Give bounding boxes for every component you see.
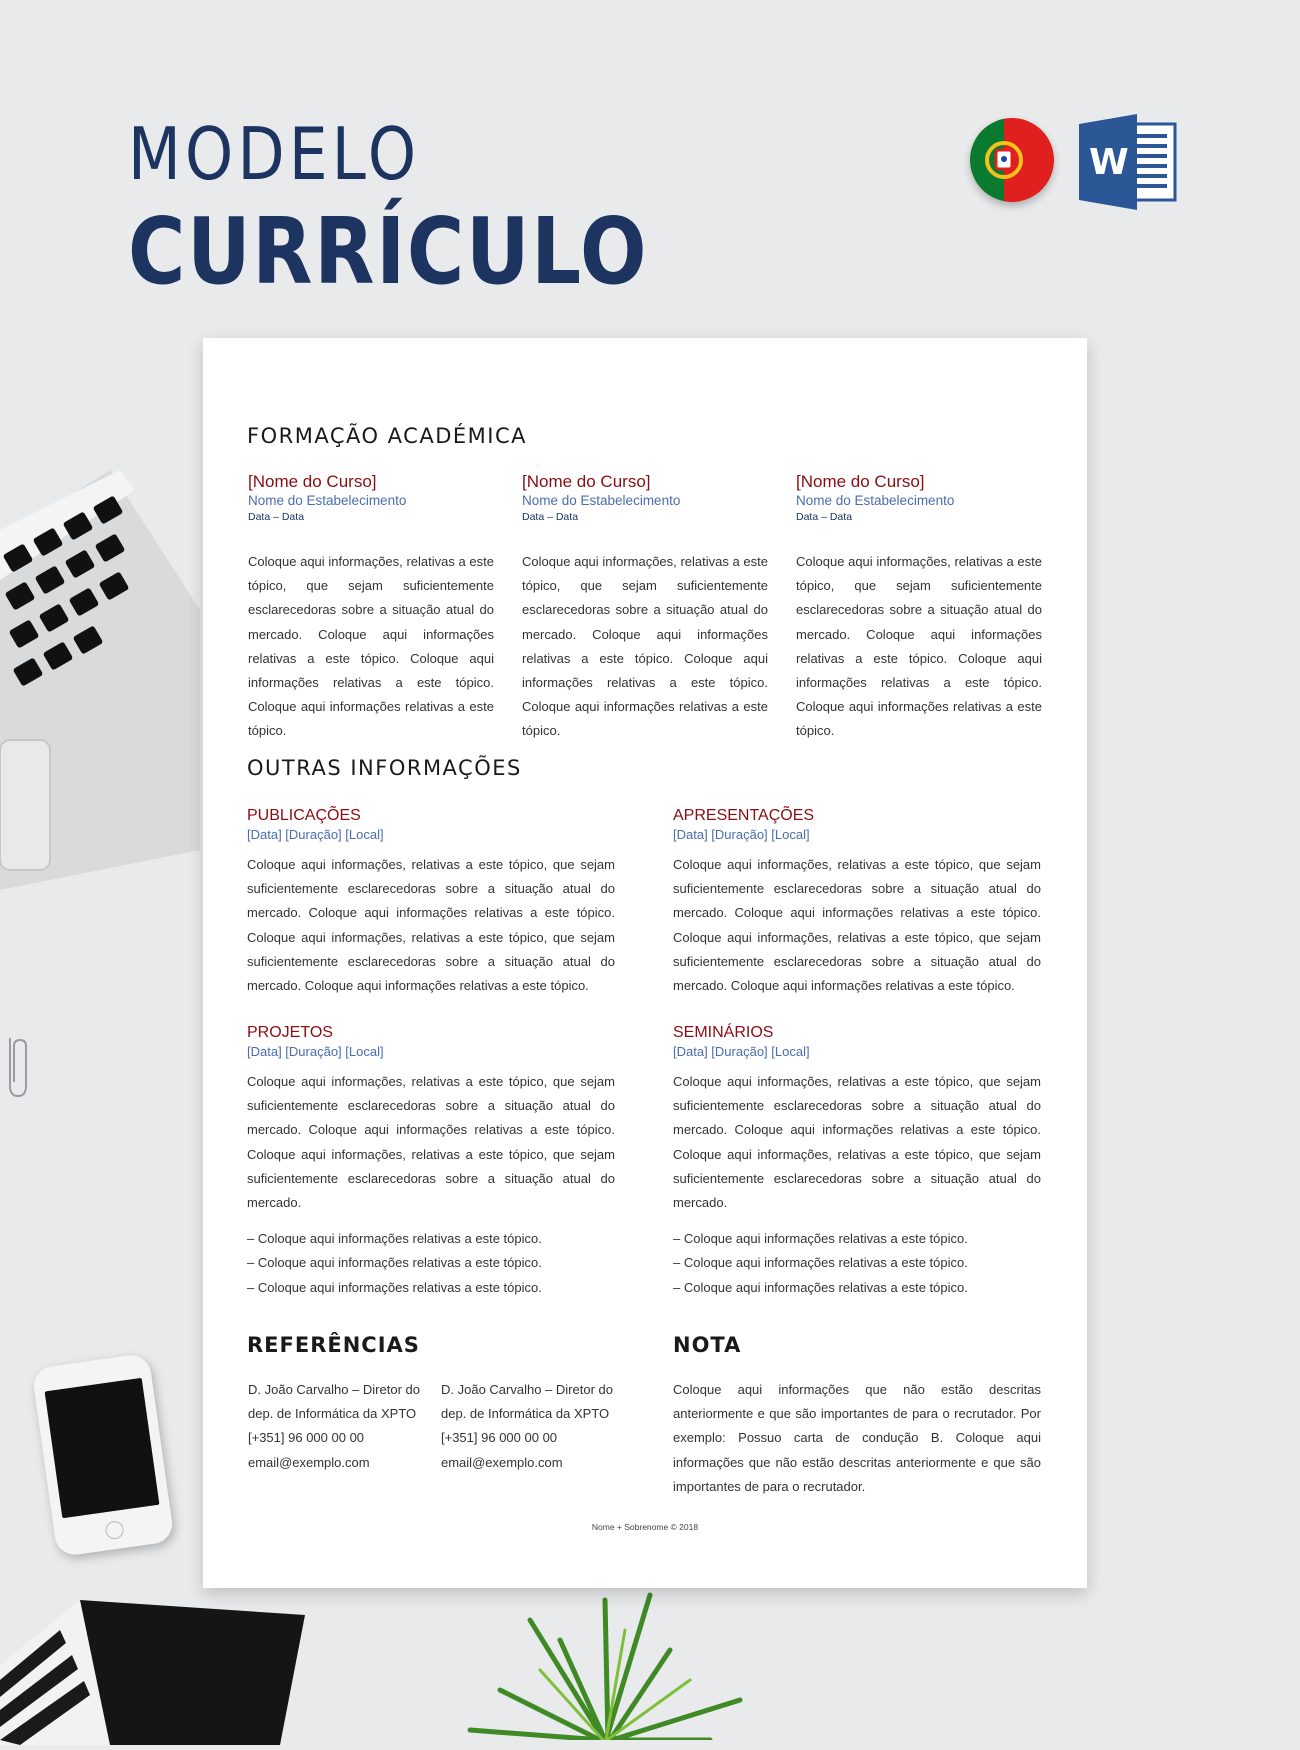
reference-phone: [+351] 96 000 00 00	[248, 1430, 365, 1446]
reference-department: dep. de Informática da XPTO	[248, 1406, 417, 1422]
resume-footer: Nome + Sobrenome © 2018	[591, 1522, 699, 1532]
projects-bullet-list	[247, 1227, 615, 1300]
reference-name: D. João Carvalho – Diretor do	[441, 1382, 613, 1397]
notebook-decoration	[0, 1585, 310, 1745]
projects-meta: [Data] [Duração] [Local]	[247, 1044, 384, 1059]
list-item: – Coloque aqui informações relativas a este tópico.	[247, 1279, 542, 1295]
publications-text: Coloque aqui informações, relativas a este tópico, que sejam suficientemente esclarecedoras sobre a situação atual do mercado. Coloque aqui informações relativas a este tópico. Coloque aqui informações, relativas a este tópico, que sejam suficientemente esclarecedoras sobre a situação atual do mercado. Coloque aqui informações relativas a este tópico.	[247, 857, 615, 994]
laptop-decoration	[0, 470, 200, 890]
plant-decoration	[440, 1580, 770, 1740]
portugal-flag-icon	[970, 118, 1054, 202]
course-name: [Nome do Curso]	[248, 472, 377, 491]
reference-phone: [+351] 96 000 00 00	[441, 1430, 558, 1446]
education-item	[522, 472, 768, 744]
publications-title: PUBLICAÇÕES	[247, 807, 361, 824]
institution-name: Nome do Estabelecimento	[522, 493, 681, 508]
list-item: – Coloque aqui informações relativas a este tópico.	[247, 1231, 542, 1247]
reference-department: dep. de Informática da XPTO	[441, 1406, 610, 1422]
presentations-text: Coloque aqui informações, relativas a este tópico, que sejam suficientemente esclarecedoras sobre a situação atual do mercado. Coloque aqui informações relativas a este tópico. Coloque aqui informações, relativas a este tópico, que sejam suficientemente esclarecedoras sobre a situação atual do mercado. Coloque aqui informações relativas a este tópico.	[673, 857, 1041, 994]
note-section-title: NOTA	[673, 1333, 742, 1357]
word-letter: W	[1089, 142, 1129, 183]
course-name: [Nome do Curso]	[796, 472, 925, 491]
list-item: – Coloque aqui informações relativas a este tópico.	[673, 1255, 968, 1271]
reference-item	[441, 1378, 621, 1475]
phone-screen	[45, 1378, 160, 1518]
seminars-block	[673, 1023, 1041, 1300]
reference-email: email@exemplo.com	[441, 1454, 563, 1470]
paperclip-decoration	[0, 1030, 34, 1100]
seminars-title: SEMINÁRIOS	[673, 1024, 774, 1041]
education-item	[796, 472, 1042, 744]
seminars-bullet-list	[673, 1227, 1041, 1300]
phone-home-button	[104, 1520, 124, 1540]
projects-block	[247, 1023, 615, 1300]
seminars-text: Coloque aqui informações, relativas a este tópico, que sejam suficientemente esclarecedoras sobre a situação atual do mercado. Coloque aqui informações relativas a este tópico. Coloque aqui informações, relativas a este tópico, que sejam suficientemente esclarecedoras sobre a situação atual do mercado.	[673, 1074, 1041, 1211]
course-description: Coloque aqui informações, relativas a este tópico, que sejam suficientemente esclarecedoras sobre a situação atual do mercado. Coloque aqui informações relativas a este tópico. Coloque aqui informações relativas a este tópico. Coloque aqui informações relativas a este tópico.	[522, 554, 768, 739]
references-section-title: REFERÊNCIAS	[247, 1333, 420, 1357]
microsoft-word-icon	[1079, 114, 1179, 210]
course-description: Coloque aqui informações, relativas a este tópico, que sejam suficientemente esclarecedoras sobre a situação atual do mercado. Coloque aqui informações relativas a este tópico. Coloque aqui informações relativas a este tópico. Coloque aqui informações relativas a este tópico.	[248, 554, 494, 739]
list-item: – Coloque aqui informações relativas a este tópico.	[247, 1255, 542, 1271]
publications-block	[247, 806, 615, 998]
list-item: – Coloque aqui informações relativas a este tópico.	[673, 1279, 968, 1295]
publications-meta: [Data] [Duração] [Local]	[247, 827, 384, 842]
presentations-block	[673, 806, 1041, 998]
course-dates: Data – Data	[522, 511, 579, 523]
reference-item	[248, 1378, 428, 1475]
reference-email: email@exemplo.com	[248, 1454, 370, 1470]
education-item	[248, 472, 494, 744]
presentations-meta: [Data] [Duração] [Local]	[673, 827, 810, 842]
projects-text: Coloque aqui informações, relativas a este tópico, que sejam suficientemente esclarecedoras sobre a situação atual do mercado. Coloque aqui informações relativas a este tópico. Coloque aqui informações, relativas a este tópico, que sejam suficientemente esclarecedoras sobre a situação atual do mercado.	[247, 1074, 615, 1211]
seminars-meta: [Data] [Duração] [Local]	[673, 1044, 810, 1059]
course-dates: Data – Data	[796, 511, 853, 523]
course-description: Coloque aqui informações, relativas a este tópico, que sejam suficientemente esclarecedoras sobre a situação atual do mercado. Coloque aqui informações relativas a este tópico. Coloque aqui informações relativas a este tópico. Coloque aqui informações relativas a este tópico.	[796, 554, 1042, 739]
hero-title-line1: MODELO	[128, 112, 421, 196]
list-item: – Coloque aqui informações relativas a este tópico.	[673, 1231, 968, 1247]
reference-name: D. João Carvalho – Diretor do	[248, 1382, 420, 1397]
institution-name: Nome do Estabelecimento	[796, 493, 955, 508]
projects-title: PROJETOS	[247, 1024, 333, 1041]
other-info-section-title: OUTRAS INFORMAÇÕES	[247, 756, 522, 780]
institution-name: Nome do Estabelecimento	[248, 493, 407, 508]
course-name: [Nome do Curso]	[522, 472, 651, 491]
education-section-title: FORMAÇÃO ACADÉMICA	[247, 424, 527, 448]
resume-sheet	[203, 338, 1087, 1588]
note-text: Coloque aqui informações que não estão descritas anteriormente e que são importantes de para o recrutador. Por exemplo: Possuo carta de condução B. Coloque aqui informações que não estão descritas anteriormente e que são importantes de para o recrutador.	[673, 1382, 1041, 1494]
smartphone-decoration	[31, 1353, 174, 1558]
course-dates: Data – Data	[248, 511, 305, 523]
hero-title-line2: CURRÍCULO	[128, 198, 649, 305]
presentations-title: APRESENTAÇÕES	[673, 807, 815, 824]
